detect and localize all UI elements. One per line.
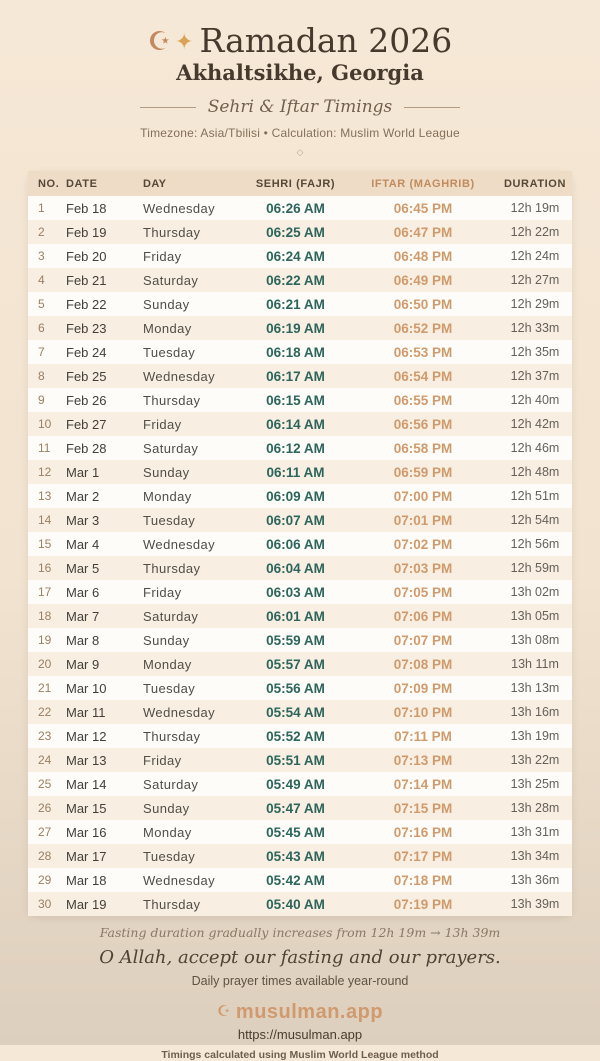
row-sehri-time: 06:06 AM: [266, 536, 325, 552]
row-iftar-time: 07:02 PM: [393, 536, 453, 552]
row-sehri-time: 06:17 AM: [266, 368, 325, 384]
row-iftar-time: 06:54 PM: [393, 368, 453, 384]
page-footer: [0, 925, 600, 1061]
row-iftar-time: 06:56 PM: [393, 416, 453, 432]
row-sehri-time: 05:54 AM: [266, 704, 325, 720]
row-number: 16: [38, 561, 52, 575]
row-date: Mar 10: [66, 680, 107, 696]
row-date: Feb 19: [66, 224, 107, 240]
row-date: Feb 24: [66, 344, 107, 360]
row-sehri-time: 05:49 AM: [266, 776, 325, 792]
row-duration: 12h 46m: [510, 441, 560, 455]
row-iftar-time: 06:49 PM: [393, 272, 453, 288]
section-title-row: [0, 97, 600, 117]
row-iftar-time: 07:11 PM: [394, 728, 452, 744]
row-duration: 12h 40m: [510, 393, 560, 407]
table-header-row: [28, 171, 572, 196]
table-row: [28, 292, 572, 316]
divider-line-right: [404, 107, 460, 108]
table-row: [28, 748, 572, 772]
row-date: Feb 26: [66, 392, 107, 408]
row-date: Mar 5: [66, 560, 100, 576]
row-sehri-time: 06:07 AM: [266, 512, 325, 528]
row-number: 19: [38, 633, 52, 647]
row-sehri-time: 06:14 AM: [266, 416, 325, 432]
row-iftar-time: 07:14 PM: [393, 776, 453, 792]
row-day: Saturday: [143, 776, 199, 792]
row-date: Mar 11: [66, 704, 106, 720]
availability-note: Daily prayer times available year-round: [191, 974, 409, 988]
row-day: Wednesday: [143, 536, 216, 552]
row-duration: 12h 33m: [510, 321, 560, 335]
row-day: Tuesday: [143, 680, 196, 696]
row-iftar-time: 06:58 PM: [393, 440, 453, 456]
row-number: 4: [38, 273, 45, 287]
row-sehri-time: 06:04 AM: [266, 560, 325, 576]
row-day: Friday: [143, 416, 182, 432]
row-number: 6: [38, 321, 45, 335]
row-number: 15: [38, 537, 52, 551]
row-number: 12: [38, 465, 52, 479]
dua-quote: O Allah, accept our fasting and our prayers.: [99, 947, 501, 968]
table-row: [28, 340, 572, 364]
row-number: 24: [38, 753, 52, 767]
row-iftar-time: 07:19 PM: [393, 896, 453, 912]
row-duration: 12h 56m: [510, 537, 560, 551]
table-row: [28, 604, 572, 628]
row-duration: 12h 29m: [510, 297, 560, 311]
row-sehri-time: 05:59 AM: [266, 632, 325, 648]
row-sehri-time: 05:56 AM: [266, 680, 325, 696]
crescent-star-icon: ☪: [147, 27, 172, 57]
row-number: 2: [38, 225, 45, 239]
row-date: Mar 6: [66, 584, 100, 600]
row-duration: 13h 02m: [510, 585, 560, 599]
row-duration: 13h 25m: [510, 777, 560, 791]
divider-line-left: [140, 107, 196, 108]
row-sehri-time: 06:15 AM: [266, 392, 325, 408]
row-sehri-time: 05:52 AM: [266, 728, 325, 744]
row-date: Mar 18: [66, 872, 107, 888]
row-day: Monday: [143, 656, 192, 672]
row-iftar-time: 07:03 PM: [393, 560, 453, 576]
row-day: Thursday: [143, 224, 201, 240]
row-date: Mar 19: [66, 896, 107, 912]
row-number: 8: [38, 369, 45, 383]
row-number: 7: [38, 345, 45, 359]
table-row: [28, 628, 572, 652]
section-title: Sehri & Iftar Timings: [207, 97, 393, 117]
row-duration: 13h 39m: [510, 897, 560, 911]
row-number: 11: [38, 441, 51, 455]
row-sehri-time: 06:01 AM: [266, 608, 325, 624]
table-row: [28, 652, 572, 676]
brand-name: musulman.app: [235, 1001, 384, 1023]
row-duration: 12h 48m: [510, 465, 560, 479]
col-header-no: NO.: [38, 177, 60, 190]
row-day: Thursday: [143, 896, 201, 912]
row-date: Mar 4: [66, 536, 100, 552]
row-date: Feb 22: [66, 296, 107, 312]
row-duration: 13h 11m: [511, 657, 559, 671]
row-date: Mar 14: [66, 776, 107, 792]
row-duration: 13h 05m: [510, 609, 560, 623]
row-number: 25: [38, 777, 52, 791]
row-date: Feb 23: [66, 320, 107, 336]
table-row: [28, 436, 572, 460]
row-sehri-time: 05:57 AM: [266, 656, 325, 672]
row-iftar-time: 07:05 PM: [393, 584, 453, 600]
row-sehri-time: 06:21 AM: [266, 296, 325, 312]
row-date: Mar 9: [66, 656, 100, 672]
row-duration: 12h 24m: [510, 249, 560, 263]
row-day: Friday: [143, 248, 182, 264]
row-duration: 13h 31m: [510, 825, 560, 839]
row-day: Sunday: [143, 800, 190, 816]
row-sehri-time: 05:42 AM: [266, 872, 325, 888]
row-duration: 12h 54m: [510, 513, 560, 527]
col-header-iftar: IFTAR (MAGHRIB): [371, 177, 475, 190]
row-number: 30: [38, 897, 52, 911]
row-number: 28: [38, 849, 52, 863]
row-date: Mar 13: [66, 752, 107, 768]
row-iftar-time: 07:16 PM: [393, 824, 453, 840]
row-duration: 13h 16m: [510, 705, 560, 719]
row-iftar-time: 06:52 PM: [393, 320, 453, 336]
row-date: Mar 12: [66, 728, 107, 744]
row-duration: 12h 19m: [510, 201, 560, 215]
title-text: Ramadan 2026: [199, 21, 453, 60]
table-row: [28, 700, 572, 724]
row-sehri-time: 06:11 AM: [266, 464, 325, 480]
row-sehri-time: 05:51 AM: [266, 752, 325, 768]
table-row: [28, 844, 572, 868]
row-sehri-time: 06:26 AM: [266, 200, 325, 216]
row-day: Monday: [143, 488, 192, 504]
row-sehri-time: 06:24 AM: [266, 248, 325, 264]
row-duration: 12h 37m: [510, 369, 560, 383]
row-sehri-time: 06:19 AM: [266, 320, 325, 336]
table-row: [28, 316, 572, 340]
row-day: Sunday: [143, 632, 190, 648]
row-duration: 13h 13m: [510, 681, 560, 695]
row-date: Mar 1: [66, 464, 100, 480]
row-number: 10: [38, 417, 52, 431]
table-row: [28, 268, 572, 292]
brand-line: [0, 1001, 600, 1024]
row-number: 13: [38, 489, 52, 503]
brand-url: https://musulman.app: [237, 1027, 363, 1042]
row-sehri-time: 06:09 AM: [266, 488, 325, 504]
row-date: Feb 28: [66, 440, 107, 456]
row-number: 18: [38, 609, 52, 623]
row-iftar-time: 07:15 PM: [393, 800, 453, 816]
row-date: Feb 25: [66, 368, 107, 384]
row-day: Saturday: [143, 440, 199, 456]
row-number: 9: [38, 393, 45, 407]
row-number: 14: [38, 513, 52, 527]
row-date: Mar 3: [66, 512, 100, 528]
table-row: [28, 484, 572, 508]
row-iftar-time: 07:18 PM: [393, 872, 453, 888]
row-day: Thursday: [143, 560, 201, 576]
row-day: Monday: [143, 824, 192, 840]
table-row: [28, 556, 572, 580]
row-date: Feb 20: [66, 248, 107, 264]
row-day: Wednesday: [143, 368, 216, 384]
page-header: [0, 0, 600, 158]
row-number: 3: [38, 249, 45, 263]
row-sehri-time: 05:47 AM: [266, 800, 325, 816]
row-day: Saturday: [143, 272, 199, 288]
row-day: Thursday: [143, 728, 201, 744]
row-sehri-time: 06:18 AM: [266, 344, 325, 360]
sparkle-icon: ✦: [175, 30, 194, 55]
row-duration: 12h 42m: [510, 417, 560, 431]
row-number: 22: [38, 705, 52, 719]
row-date: Mar 8: [66, 632, 100, 648]
row-number: 5: [38, 297, 45, 311]
row-number: 20: [38, 657, 52, 671]
row-iftar-time: 07:17 PM: [393, 848, 453, 864]
table-row: [28, 388, 572, 412]
timezone-calculation-meta: Timezone: Asia/Tbilisi • Calculation: Muslim World League: [140, 126, 460, 140]
row-date: Feb 18: [66, 200, 107, 216]
row-number: 17: [38, 585, 52, 599]
location-subtitle: Akhaltsikhe, Georgia: [176, 60, 424, 85]
row-sehri-time: 05:40 AM: [266, 896, 325, 912]
row-duration: 12h 22m: [510, 225, 560, 239]
row-iftar-time: 06:55 PM: [393, 392, 453, 408]
row-date: Mar 15: [66, 800, 107, 816]
table-row: [28, 796, 572, 820]
row-date: Mar 17: [66, 848, 107, 864]
row-duration: 13h 28m: [510, 801, 560, 815]
row-day: Wednesday: [143, 872, 216, 888]
table-row: [28, 676, 572, 700]
row-number: 21: [38, 681, 52, 695]
row-day: Wednesday: [143, 704, 216, 720]
col-header-duration: DURATION: [503, 177, 567, 190]
table-row: [28, 772, 572, 796]
row-sehri-time: 06:03 AM: [266, 584, 325, 600]
row-duration: 13h 36m: [510, 873, 560, 887]
row-duration: 13h 19m: [510, 729, 560, 743]
table-row: [28, 220, 572, 244]
row-number: 23: [38, 729, 52, 743]
calculation-method-note: Timings calculated using Muslim World League method: [161, 1049, 439, 1061]
row-day: Tuesday: [143, 848, 196, 864]
row-sehri-time: 06:12 AM: [266, 440, 325, 456]
row-duration: 13h 22m: [510, 753, 560, 767]
row-duration: 12h 59m: [510, 561, 560, 575]
row-duration: 13h 08m: [510, 633, 560, 647]
table-row: [28, 244, 572, 268]
col-header-day: DAY: [143, 177, 167, 190]
row-day: Friday: [143, 584, 182, 600]
row-day: Wednesday: [143, 200, 216, 216]
table-row: [28, 412, 572, 436]
row-duration: 12h 35m: [510, 345, 560, 359]
row-iftar-time: 06:45 PM: [393, 200, 453, 216]
row-iftar-time: 06:48 PM: [393, 248, 453, 264]
row-iftar-time: 07:13 PM: [393, 752, 453, 768]
brand-crescent-icon: ☪: [216, 1003, 231, 1020]
row-date: Feb 21: [66, 272, 107, 288]
row-iftar-time: 06:47 PM: [393, 224, 453, 240]
row-iftar-time: 07:09 PM: [393, 680, 453, 696]
row-duration: 12h 51m: [510, 489, 560, 503]
fasting-duration-note: Fasting duration gradually increases from 12h 19m → 13h 39m: [99, 925, 501, 940]
row-iftar-time: 07:01 PM: [393, 512, 453, 528]
row-day: Sunday: [143, 464, 190, 480]
row-date: Feb 27: [66, 416, 107, 432]
row-iftar-time: 06:50 PM: [393, 296, 453, 312]
table-row: [28, 196, 572, 220]
row-day: Friday: [143, 752, 182, 768]
row-iftar-time: 07:07 PM: [393, 632, 453, 648]
table-row: [28, 868, 572, 892]
page-title: [0, 22, 600, 61]
table-row: [28, 532, 572, 556]
diamond-ornament-icon: ◇: [296, 147, 304, 157]
row-iftar-time: 06:53 PM: [393, 344, 453, 360]
table-row: [28, 820, 572, 844]
table-row: [28, 892, 572, 916]
row-date: Mar 7: [66, 608, 100, 624]
col-header-sehri: SEHRI (FAJR): [255, 177, 336, 190]
row-sehri-time: 05:43 AM: [266, 848, 325, 864]
row-day: Sunday: [143, 296, 190, 312]
row-day: Tuesday: [143, 512, 196, 528]
timings-table-body: [28, 196, 572, 916]
table-row: [28, 580, 572, 604]
row-iftar-time: 07:00 PM: [393, 488, 453, 504]
row-number: 1: [38, 201, 45, 215]
row-number: 26: [38, 801, 52, 815]
table-row: [28, 508, 572, 532]
col-header-date: DATE: [66, 177, 98, 190]
row-day: Monday: [143, 320, 192, 336]
row-iftar-time: 06:59 PM: [393, 464, 453, 480]
row-number: 27: [38, 825, 52, 839]
row-iftar-time: 07:08 PM: [393, 656, 453, 672]
row-day: Thursday: [143, 392, 201, 408]
row-number: 29: [38, 873, 52, 887]
row-sehri-time: 05:45 AM: [266, 824, 325, 840]
table-row: [28, 724, 572, 748]
row-sehri-time: 06:25 AM: [266, 224, 325, 240]
row-day: Saturday: [143, 608, 199, 624]
timings-table-card: [28, 171, 572, 916]
row-date: Mar 16: [66, 824, 107, 840]
row-iftar-time: 07:06 PM: [393, 608, 453, 624]
row-day: Tuesday: [143, 344, 196, 360]
row-iftar-time: 07:10 PM: [393, 704, 453, 720]
table-row: [28, 364, 572, 388]
row-duration: 12h 27m: [510, 273, 560, 287]
row-duration: 13h 34m: [510, 849, 560, 863]
row-date: Mar 2: [66, 488, 100, 504]
table-row: [28, 460, 572, 484]
row-sehri-time: 06:22 AM: [266, 272, 325, 288]
